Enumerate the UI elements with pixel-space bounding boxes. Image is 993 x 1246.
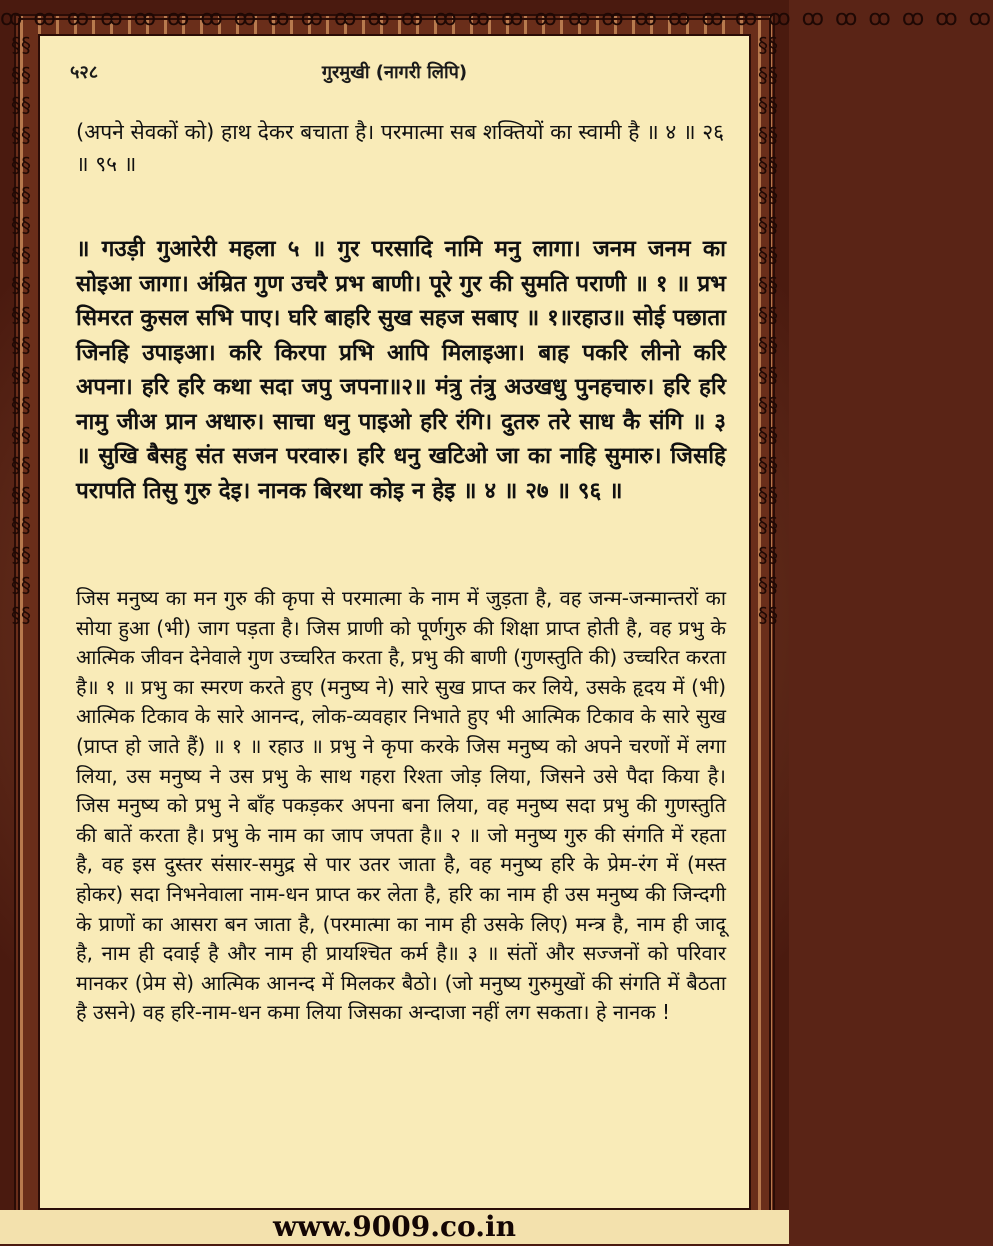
swirl-ornament-top: ꝏ ꝏ ꝏ ꝏ ꝏ ꝏ ꝏ ꝏ ꝏ ꝏ ꝏ ꝏ ꝏ ꝏ ꝏ ꝏ ꝏ ꝏ ꝏ ꝏ ꝏ ꝏ ꝏ ꝏ ꝏ ꝏ ꝏ ꝏ ꝏ ꝏ bbox=[0, 6, 993, 31]
page-title: गुरमुखी (नागरी लिपि) bbox=[321, 62, 468, 83]
gurbani-verse: ॥ गउड़ी गुआरेरी महला ५ ॥ गुर परसादि नामि मनु लागा। जनम जनम का सोइआ जागा। अंम्रित गुण उचरै प्रभ बाणी। पूरे गुर की सुमति पराणी ॥ १ ॥ प्रभ सिमरत कुसल सभि पाए। घरि बाहरि सुख सहज सबाए ॥ १॥रहाउ॥ सोई पछाता जिनहि उपाइआ। करि किरपा प्रभि आपि मिलाइआ। बाह पकरि लीनो करि अपना। हरि हरि कथा सदा जपु जपना॥२॥ मंत्रु तंत्रु अउखधु पुनहचारु। हरि हरि नामु जीअ प्रान अधारु। साचा धनु पाइओ हरि रंगि। दुतरु तरे साध कै संगि ॥ ३ ॥ सुखि बैसहु संत सजन परवारु। हरि धनु खटिओ जा का नाहि सुमारु। जिसहि परापति तिसु गुरु देइ। नानक बिरथा कोइ न हेइ ॥ ४ ॥ २७ ॥ ९६ ॥ bbox=[76, 236, 726, 504]
document-page bbox=[38, 34, 751, 1210]
page-header bbox=[70, 60, 719, 90]
page-number: ५२८ bbox=[70, 62, 99, 83]
meaning-paragraph: जिस मनुष्य का मन गुरु की कृपा से परमात्मा के नाम में जुड़ता है, वह जन्म-जन्मान्तरों का सोया हुआ (भी) जाग पड़ता है। जिस प्राणी को पूर्णगुरु की शिक्षा प्राप्त होती है, वह प्रभु के आत्मिक जीवन देनेवाले गुण उच्चरित करता है, प्रभु की बाणी (गुणस्तुति की) उच्चरित करता है॥ १ ॥ प्रभु का स्मरण करते हुए (मनुष्य ने) सारे सुख प्राप्त कर लिये, उसके हृदय में (भी) आत्मिक टिकाव के सारे आनन्द, लोक-व्यवहार निभाते हुए भी आत्मिक टिकाव के सारे सुख (प्राप्त हो जाते हैं) ॥ १ ॥ रहाउ ॥ प्रभु ने कृपा करके जिस मनुष्य को अपने चरणों में लगा लिया, उस मनुष्य ने उस प्रभु के साथ गहरा रिश्ता जोड़ लिया, जिसने उसे पैदा किया है। जिस मनुष्य को प्रभु ने बाँह पकड़कर अपना बना लिया, वह मनुष्य सदा प्रभु की गुणस्तुति की बातें करता है। प्रभु के नाम का जाप जपता है॥ २ ॥ जो मनुष्य गुरु की संगति में रहता है, वह इस दुस्तर संसार-समुद्र से पार उतर जाता है, वह मनुष्य हरि के प्रेम-रंग में (मस्त होकर) सदा निभनेवाला नाम-धन प्राप्त कर लेता है, हरि का नाम ही उस मनुष्य की जिन्दगी के प्राणों का आसरा बन जाता है, (परमात्मा का नाम ही उसके लिए) मन्त्र है, नाम ही जादू है, नाम ही दवाई है और नाम ही प्रायश्चित कर्म है॥ ३ ॥ संतों और सज्जनों को परिवार मानकर (प्रेम से) आत्मिक आनन्द में मिलकर बैठो। (जो मनुष्य गुरुमुखों की संगति में बैठता है उसने) वह हरि-नाम-धन कमा लिया जिसका अन्दाजा नहीं लग सकता। हे नानक ! bbox=[76, 586, 726, 1025]
footer-url[interactable]: www.9009.co.in bbox=[0, 1210, 789, 1244]
intro-paragraph: (अपने सेवकों को) हाथ देकर बचाता है। परमात्मा सब शक्तियों का स्वामी है ॥ ४ ॥ २६ ॥ ९५ ॥ bbox=[76, 120, 725, 176]
swirl-ornament-right: §§§§§§§§§§§§§§§§§§§§§§§§§§§§§§§§§§§§§§§§ bbox=[758, 33, 778, 627]
swirl-ornament-left: §§§§§§§§§§§§§§§§§§§§§§§§§§§§§§§§§§§§§§§§ bbox=[11, 33, 31, 627]
